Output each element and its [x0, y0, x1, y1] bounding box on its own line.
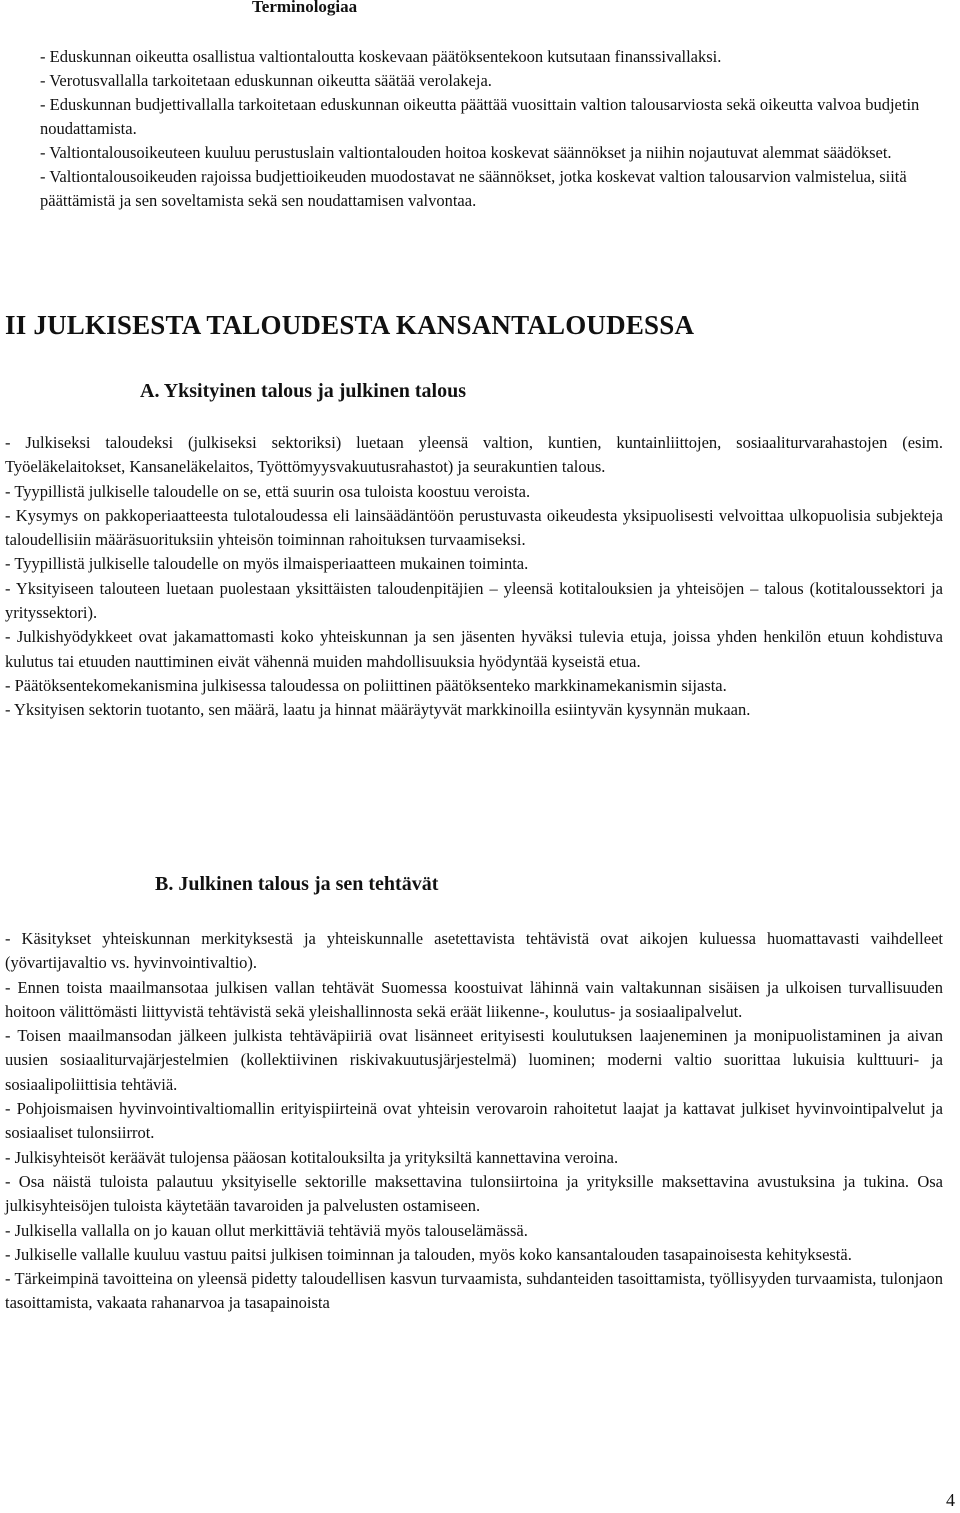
- paragraph: - Kysymys on pakkoperiaatteesta tulotaloudessa eli lainsäädäntöön perustuvasta oikeudesta yksipuolisesti velvoittaa ulkopuolisia subjekteja taloudellisiin määräsuorituksiin yhteisön toiminnan rahoituksen turvaamiseksi.: [5, 505, 943, 550]
- paragraph: - Ennen toista maailmansotaa julkisen vallan tehtävät Suomessa koostuivat lähinnä vain valtakunnan sisäisen ja ulkoisen turvallisuuden hoitoon välittömästi liittyvistä tehtävistä sekä yleishallinnosta sekä eräät liikenne-, koulutus- ja sosiaalipalvelut.: [5, 977, 943, 1021]
- paragraph: - Päätöksentekomekanismina julkisessa taloudessa on poliittinen päätöksenteko markkinamekanismin sijasta.: [5, 675, 727, 695]
- terminology-item: - Valtiontalousoikeuden rajoissa budjettioikeuden muodostavat ne säännökset, jotka koskevat valtion talousarvion valmistelua, siitä päättämistä ja sen soveltamista sekä sen noudattamisen valvontaa.: [40, 167, 907, 210]
- paragraph: - Julkiseksi taloudeksi (julkiseksi sektoriksi) luetaan yleensä valtion, kuntien, kuntainliittojen, sosiaaliturvarahastojen (esim. Työeläkelaitokset, Kansaneläkelaitos, Työttömyysvakuutusrahastot) ja seurakuntien talous.: [5, 433, 943, 477]
- terminology-item: - Valtiontalousoikeuteen kuuluu perustuslain valtiontalouden hoitoa koskevat säännökset ja niihin nojautuvat alemmat säädökset.: [40, 143, 892, 162]
- paragraph: - Pohjoismaisen hyvinvointivaltiomallin erityispiirteinä ovat yhteisin verovaroin rahoitetut laajat ja kattavat julkiset hyvinvointipalvelut ja sosiaaliset tulonsiirrot.: [5, 1099, 943, 1143]
- paragraph: - Julkiselle vallalle kuuluu vastuu paitsi julkisen toiminnan ja talouden, myös koko kansantalouden tasapainoisesta kehityksestä.: [5, 1244, 852, 1264]
- paragraph: - Julkisyhteisöt keräävät tulojensa pääosan kotitalouksilta ja yrityksiltä kannettavina veroina.: [5, 1147, 619, 1167]
- terminology-list: [40, 45, 957, 213]
- subsection-b-body: [5, 927, 943, 1316]
- terminology-item: - Eduskunnan budjettivallalla tarkoitetaan eduskunnan oikeutta päättää vuosittain valtion talousarviosta sekä oikeutta valvoa budjetin noudattamista.: [40, 95, 920, 138]
- paragraph: - Tärkeimpinä tavoitteina on yleensä pidetty taloudellisen kasvun turvaamista, suhdanteiden tasoittamista, työllisyyden turvaamista, tulonjaon tasoittamista, vakaata rahanarvoa ja tasapainoista: [5, 1269, 943, 1313]
- paragraph: - Tyypillistä julkiselle taloudelle on myös ilmaisperiaatteen mukainen toiminta.: [5, 554, 529, 574]
- paragraph: - Tyypillistä julkiselle taloudelle on se, että suurin osa tuloista koostuu veroista.: [5, 481, 531, 501]
- paragraph: - Julkishyödykkeet ovat jakamattomasti koko yhteiskunnan ja sen jäsenten hyväksi tulevia etuja, joissa yhden henkilön etuun kohdistuva kulutus tai etuuden nauttiminen eivät vähennä muiden mahdollisuuksia hyödyntää kyseistä etua.: [5, 627, 943, 671]
- paragraph: - Toisen maailmansodan jälkeen julkista tehtäväpiiriä ovat lisänneet erityisesti koulutuksen laajeneminen ja monipuolistaminen ja aivan uusien sosiaaliturvajärjestelmien (kollektiivinen riskivakuutusjärjestelmä) luominen; moderni valtio suorittaa lukuisia kulttuuri- ja sosiaalipoliittisia tehtäviä.: [5, 1026, 943, 1094]
- paragraph: - Käsitykset yhteiskunnan merkityksestä ja yhteiskunnalle asetettavista tehtävistä ovat aikojen kuluessa huomattavasti vaihdelleet (yövartijavaltio vs. hyvinvointivaltio).: [5, 929, 943, 973]
- terminology-item: - Verotusvallalla tarkoitetaan eduskunnan oikeutta säätää verolakeja.: [40, 71, 492, 90]
- subsection-a-heading: A. Yksityinen talous ja julkinen talous: [140, 380, 466, 402]
- section-heading: II JULKISESTA TALOUDESTA KANSANTALOUDESSA: [5, 310, 695, 340]
- paragraph: - Yksityisen sektorin tuotanto, sen määrä, laatu ja hinnat määräytyvät markkinoilla esiintyvän kysynnän mukaan.: [5, 700, 751, 720]
- subsection-b-heading: B. Julkinen talous ja sen tehtävät: [155, 873, 439, 895]
- paragraph: - Osa näistä tuloista palautuu yksityiselle sektorille maksettavina tulonsiirtoina ja yrityksille maksettavina avustuksina ja tukina. Osa julkisyhteisöjen tuloista käytetään tavaroiden ja palvelusten ostamiseen.: [5, 1171, 943, 1216]
- subsection-a-body: [5, 431, 943, 723]
- terminology-item: - Eduskunnan oikeutta osallistua valtiontaloutta koskevaan päätöksentekoon kutsutaan finanssivallaksi.: [40, 47, 722, 66]
- paragraph: - Julkisella vallalla on jo kauan ollut merkittäviä tehtäviä myös talouselämässä.: [5, 1220, 528, 1240]
- page-title: Terminologiaa: [252, 0, 358, 16]
- page-number: 4: [946, 1490, 955, 1510]
- paragraph: - Yksityiseen talouteen luetaan puolestaan yksittäisten taloudenpitäjien – yleensä kotitalouksien ja yhteisöjen – talous (kotitaloussektori ja yrityssektori).: [5, 578, 943, 623]
